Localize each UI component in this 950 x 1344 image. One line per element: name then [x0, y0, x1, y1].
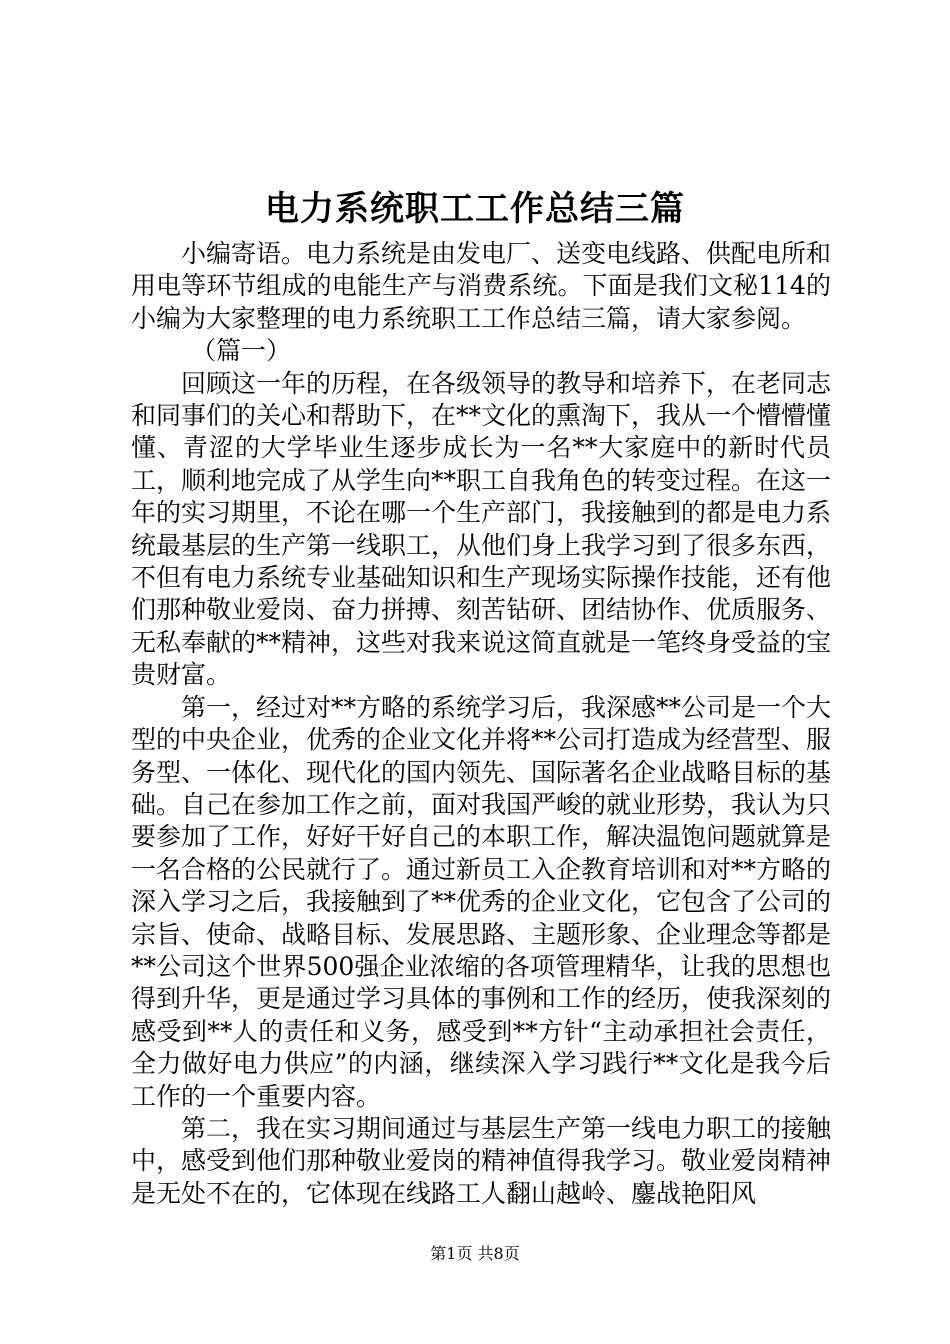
body-paragraph: 第二，我在实习期间通过与基层生产第一线电力职工的接触中，感受到他们那种敬业爱岗的精神值得我学习。敬业爱岗精神是无处不在的，它体现在线路工人翻山越岭、鏖战艳阳风: [131, 1113, 832, 1208]
intro-paragraph: 小编寄语。电力系统是由发电厂、送变电线路、供配电所和用电等环节组成的电能生产与消费系统。下面是我们文秘114的小编为大家整理的电力系统职工工作总结三篇，请大家参阅。: [131, 239, 832, 333]
section-heading: （篇一）: [191, 336, 292, 366]
document-title: 电力系统职工工作总结三篇: [265, 189, 685, 229]
document-body: [131, 238, 831, 1210]
body-paragraph: 第一，经过对**方略的系统学习后，我深感**公司是一个大型的中央企业，优秀的企业文化并将**公司打造成为经营型、服务型、一体化、现代化的国内领先、国际著名企业战略目标的基础。自己在参加工作之前，面对我国严峻的就业形势，我认为只要参加了工作，好好干好自己的本职工作，解决温饱问题就算是一名合格的公民就行了。通过新员工入企教育培训和对**方略的深入学习之后，我接触到了**优秀的企业文化，它包含了公司的宗旨、使命、战略目标、发展思路、主题形象、企业理念等都是**公司这个世界500强企业浓缩的各项管理精华，让我的思想也得到升华，更是通过学习具体的事例和工作的经历，使我深刻的感受到**人的责任和义务，感受到**方针“主动承担社会责任，全力做好电力供应”的内涵，继续深入学习践行**文化是我今后工作的一个重要内容。: [131, 692, 832, 1111]
body-paragraph: 回顾这一年的历程，在各级领导的教导和培养下，在老同志和同事们的关心和帮助下，在**文化的熏淘下，我从一个懵懵懂懂、青涩的大学毕业生逐步成长为一名**大家庭中的新时代员工，顺利地完成了从学生向**职工自我角色的转变过程。在这一年的实习期里，不论在哪一个生产部门，我接触到的都是电力系统最基层的生产第一线职工，从他们身上我学习到了很多东西，不但有电力系统专业基础知识和生产现场实际操作技能，还有他们那种敬业爱岗、奋力拼搏、刻苦钻研、团结协作、优质服务、无私奉献的**精神，这些对我来说这简直就是一笔终身受益的宝贵财富。: [131, 368, 832, 690]
page-footer: 第1页 共8页: [430, 1244, 520, 1263]
